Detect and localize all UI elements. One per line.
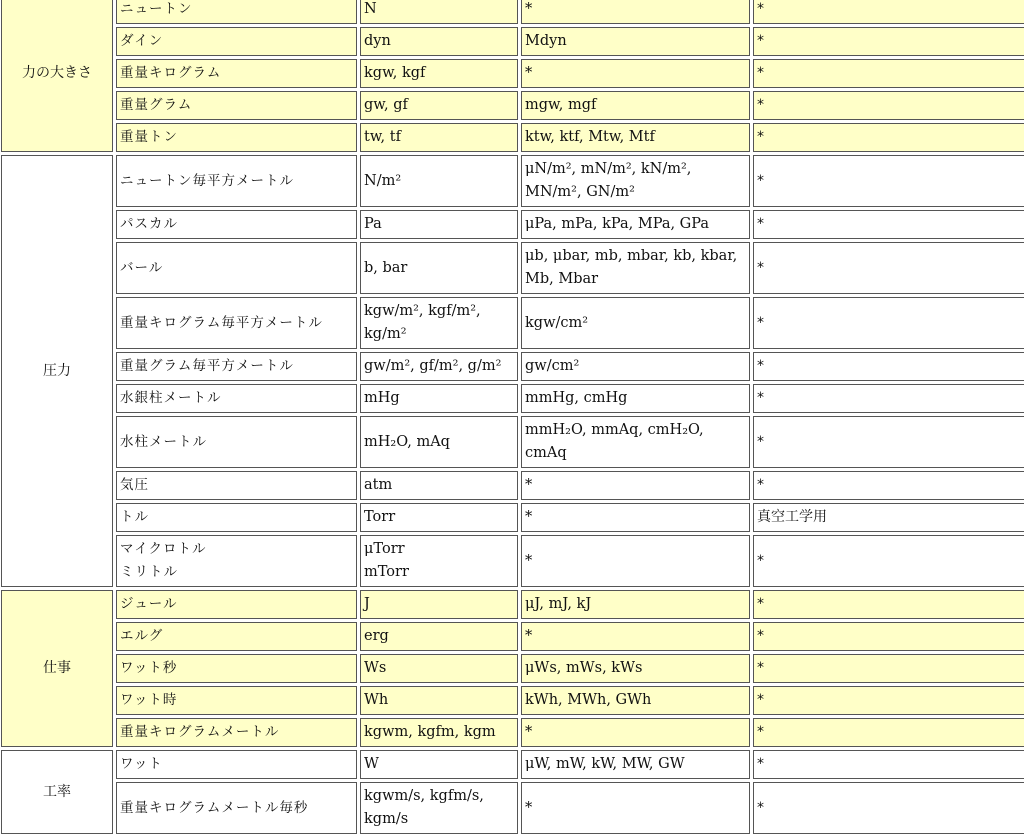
unit-note-cell (753, 590, 1024, 619)
cell-text: ダイン (120, 33, 164, 49)
cell-text: mTorr (364, 564, 409, 580)
unit-symbol-cell (360, 0, 518, 24)
unit-name-cell (116, 654, 357, 683)
unit-name-cell (116, 210, 357, 239)
cell-text: * (757, 477, 764, 493)
cell-text: cmAq (525, 445, 567, 461)
cell-text: * (525, 477, 533, 493)
cell-text: μWs, mWs, kWs (525, 660, 643, 676)
unit-note-cell (753, 535, 1024, 587)
cell-text: * (757, 216, 764, 232)
unit-multiples-cell (521, 782, 750, 834)
cell-text: 重量グラム (120, 97, 193, 113)
cell-text: atm (364, 477, 393, 493)
unit-note-cell (753, 59, 1024, 88)
cell-text: μN/m², mN/m², kN/m², (525, 161, 692, 177)
unit-name-cell (116, 123, 357, 152)
unit-multiples-cell (521, 27, 750, 56)
cell-text: * (525, 628, 533, 644)
cell-text: mHg (364, 390, 400, 406)
cell-text: 重量キログラムメートル (120, 724, 280, 740)
cell-text: * (525, 1, 533, 17)
cell-text: 気圧 (120, 477, 149, 493)
cell-text: μJ, mJ, kJ (525, 596, 592, 612)
unit-note-cell (753, 242, 1024, 294)
unit-note-cell (753, 155, 1024, 207)
table-row (1, 297, 1024, 349)
unit-multiples-cell (521, 210, 750, 239)
cell-text: gw/cm² (525, 358, 580, 374)
unit-multiples-cell (521, 416, 750, 468)
unit-name-cell (116, 155, 357, 207)
unit-note-cell (753, 750, 1024, 779)
unit-name-cell (116, 535, 357, 587)
cell-text: 水柱メートル (120, 433, 207, 450)
cell-text: Mb, Mbar (525, 271, 599, 287)
cell-text: * (757, 799, 764, 816)
unit-multiples-cell (521, 718, 750, 747)
cell-text: μW, mW, kW, MW, GW (525, 756, 685, 772)
table-row (1, 123, 1024, 152)
cell-text: MN/m², GN/m² (525, 184, 635, 200)
cell-text: b, bar (364, 259, 408, 276)
table-row (1, 622, 1024, 651)
unit-name-cell (116, 91, 357, 120)
cell-text: N (364, 1, 377, 17)
unit-note-cell (753, 654, 1024, 683)
unit-symbol-cell (360, 718, 518, 747)
unit-multiples-cell (521, 242, 750, 294)
unit-symbol-cell (360, 503, 518, 532)
unit-name-cell (116, 686, 357, 715)
cell-text: kgw, kgf (364, 65, 426, 81)
unit-note-cell (753, 718, 1024, 747)
cell-text: * (757, 1, 764, 17)
unit-symbol-cell (360, 155, 518, 207)
unit-name-cell (116, 59, 357, 88)
unit-note-cell (753, 0, 1024, 24)
cell-text: mmH₂O, mmAq, cmH₂O, (525, 422, 704, 438)
cell-text: Torr (364, 509, 396, 525)
unit-name-cell (116, 27, 357, 56)
unit-multiples-cell (521, 123, 750, 152)
unit-multiples-cell (521, 352, 750, 381)
cell-text: μPa, mPa, kPa, MPa, GPa (525, 216, 710, 232)
cell-text: * (525, 799, 533, 816)
cell-text: * (525, 65, 533, 81)
unit-name-cell (116, 242, 357, 294)
unit-name-cell (116, 503, 357, 532)
cell-text: * (757, 660, 764, 676)
cell-text: Wh (364, 692, 389, 708)
unit-symbol-cell (360, 471, 518, 500)
cell-text: ワット (120, 756, 163, 772)
unit-symbol-cell (360, 352, 518, 381)
unit-note-cell (753, 91, 1024, 120)
unit-symbol-cell (360, 242, 518, 294)
cell-text: バール (120, 259, 164, 276)
unit-multiples-cell (521, 535, 750, 587)
unit-multiples-cell (521, 686, 750, 715)
unit-symbol-cell (360, 384, 518, 413)
cell-text: * (757, 596, 764, 612)
unit-multiples-cell (521, 384, 750, 413)
unit-symbol-cell (360, 782, 518, 834)
cell-text: * (757, 172, 764, 189)
unit-symbol-cell (360, 59, 518, 88)
unit-multiples-cell (521, 155, 750, 207)
category-cell: 仕事 (1, 590, 113, 747)
unit-symbol-cell (360, 622, 518, 651)
table-row (1, 210, 1024, 239)
cell-text: N/m² (364, 172, 402, 189)
unit-symbol-cell (360, 91, 518, 120)
cell-text: * (757, 358, 764, 374)
unit-note-cell (753, 297, 1024, 349)
unit-note-cell (753, 384, 1024, 413)
unit-symbol-cell (360, 590, 518, 619)
cell-text: * (757, 97, 764, 113)
cell-text: kWh, MWh, GWh (525, 692, 652, 708)
unit-multiples-cell (521, 590, 750, 619)
cell-text: kgw/cm² (525, 314, 589, 331)
unit-note-cell (753, 416, 1024, 468)
unit-note-cell (753, 471, 1024, 500)
table-row (1, 91, 1024, 120)
cell-text: * (525, 724, 533, 740)
unit-multiples-cell (521, 0, 750, 24)
unit-symbol-cell (360, 27, 518, 56)
table-row (1, 27, 1024, 56)
cell-text: W (364, 756, 379, 772)
unit-name-cell (116, 718, 357, 747)
unit-note-cell (753, 503, 1024, 532)
unit-multiples-cell (521, 503, 750, 532)
unit-note-cell (753, 622, 1024, 651)
cell-text: mmHg, cmHg (525, 390, 628, 406)
cell-text: ジュール (120, 596, 178, 612)
unit-name-cell (116, 622, 357, 651)
cell-text: kgwm, kgfm, kgm (364, 724, 496, 740)
cell-text: ktw, ktf, Mtw, Mtf (525, 129, 655, 145)
cell-text: * (757, 724, 764, 740)
table-row (1, 471, 1024, 500)
cell-text: * (757, 433, 764, 450)
cell-text: mgw, mgf (525, 97, 597, 113)
cell-text: ニュートン (120, 1, 193, 17)
cell-text: dyn (364, 33, 391, 49)
unit-multiples-cell (521, 622, 750, 651)
cell-text: * (757, 314, 764, 331)
table-row (1, 416, 1024, 468)
unit-symbol-cell (360, 686, 518, 715)
table-row (1, 503, 1024, 532)
unit-multiples-cell (521, 654, 750, 683)
category-cell: 力の大きさ (1, 0, 113, 152)
cell-text: μb, μbar, mb, mbar, kb, kbar, (525, 248, 738, 264)
unit-name-cell (116, 416, 357, 468)
cell-text: * (757, 756, 764, 772)
unit-symbol-cell (360, 416, 518, 468)
unit-note-cell (753, 782, 1024, 834)
table-row (1, 654, 1024, 683)
unit-symbol-cell (360, 535, 518, 587)
unit-multiples-cell (521, 750, 750, 779)
unit-note-cell (753, 123, 1024, 152)
cell-text: ワット時 (120, 692, 178, 708)
unit-note-cell (753, 686, 1024, 715)
unit-symbol-cell (360, 297, 518, 349)
cell-text: * (757, 628, 764, 644)
cell-text: 重量キログラムメートル毎秒 (120, 799, 309, 816)
unit-name-cell (116, 750, 357, 779)
cell-text: erg (364, 628, 389, 644)
unit-note-cell (753, 352, 1024, 381)
cell-text: ミリトル (120, 564, 178, 580)
unit-symbol-cell (360, 123, 518, 152)
cell-text: * (757, 692, 764, 708)
cell-text: エルグ (120, 628, 164, 644)
cell-text: * (757, 33, 764, 49)
cell-text: 水銀柱メートル (120, 390, 222, 406)
cell-text: Pa (364, 216, 382, 232)
cell-text: kgw/m², kgf/m², (364, 303, 481, 319)
cell-text: Ws (364, 660, 387, 676)
unit-name-cell (116, 297, 357, 349)
table-row (1, 155, 1024, 207)
category-cell: 工率 (1, 750, 113, 834)
cell-text: kg/m² (364, 326, 407, 342)
cell-text: kgm/s (364, 811, 409, 827)
cell-text: tw, tf (364, 129, 401, 145)
cell-text: mH₂O, mAq (364, 433, 450, 450)
table-row (1, 384, 1024, 413)
unit-name-cell (116, 471, 357, 500)
unit-note-cell (753, 27, 1024, 56)
cell-text: ニュートン毎平方メートル (120, 172, 294, 189)
unit-name-cell (116, 0, 357, 24)
cell-text: gw, gf (364, 97, 408, 113)
cell-text: μTorr (364, 541, 405, 557)
cell-text: ワット秒 (120, 660, 178, 676)
unit-name-cell (116, 590, 357, 619)
table-row (1, 59, 1024, 88)
cell-text: 真空工学用 (757, 509, 827, 525)
unit-symbol-cell (360, 210, 518, 239)
cell-text: 重量トン (120, 129, 178, 145)
cell-text: * (757, 129, 764, 145)
unit-note-cell (753, 210, 1024, 239)
cell-text: Mdyn (525, 33, 567, 49)
unit-name-cell (116, 384, 357, 413)
table-row (1, 782, 1024, 834)
cell-text: トル (120, 509, 149, 525)
unit-multiples-cell (521, 297, 750, 349)
cell-text: 重量キログラム (120, 65, 222, 81)
cell-text: 重量キログラム毎平方メートル (120, 314, 323, 331)
table-row (1, 590, 1024, 619)
cell-text: マイクロトル (120, 541, 207, 557)
category-cell: 圧力 (1, 155, 113, 587)
table-row (1, 352, 1024, 381)
unit-name-cell (116, 782, 357, 834)
unit-symbol-cell (360, 654, 518, 683)
table-row (1, 750, 1024, 779)
unit-table-body (1, 0, 1024, 834)
cell-text: * (757, 552, 764, 569)
unit-multiples-cell (521, 59, 750, 88)
table-row (1, 686, 1024, 715)
cell-text: J (364, 596, 370, 612)
unit-multiples-cell (521, 91, 750, 120)
unit-name-cell (116, 352, 357, 381)
table-row (1, 0, 1024, 24)
cell-text: * (757, 65, 764, 81)
cell-text: * (525, 509, 533, 525)
unit-symbol-cell (360, 750, 518, 779)
cell-text: * (757, 259, 764, 276)
cell-text: gw/m², gf/m², g/m² (364, 358, 502, 374)
cell-text: 重量グラム毎平方メートル (120, 358, 294, 374)
table-row (1, 535, 1024, 587)
cell-text: * (525, 552, 533, 569)
cell-text: * (757, 390, 764, 406)
cell-text: kgwm/s, kgfm/s, (364, 788, 484, 804)
table-row (1, 242, 1024, 294)
cell-text: パスカル (120, 216, 178, 232)
table-row (1, 718, 1024, 747)
unit-multiples-cell (521, 471, 750, 500)
